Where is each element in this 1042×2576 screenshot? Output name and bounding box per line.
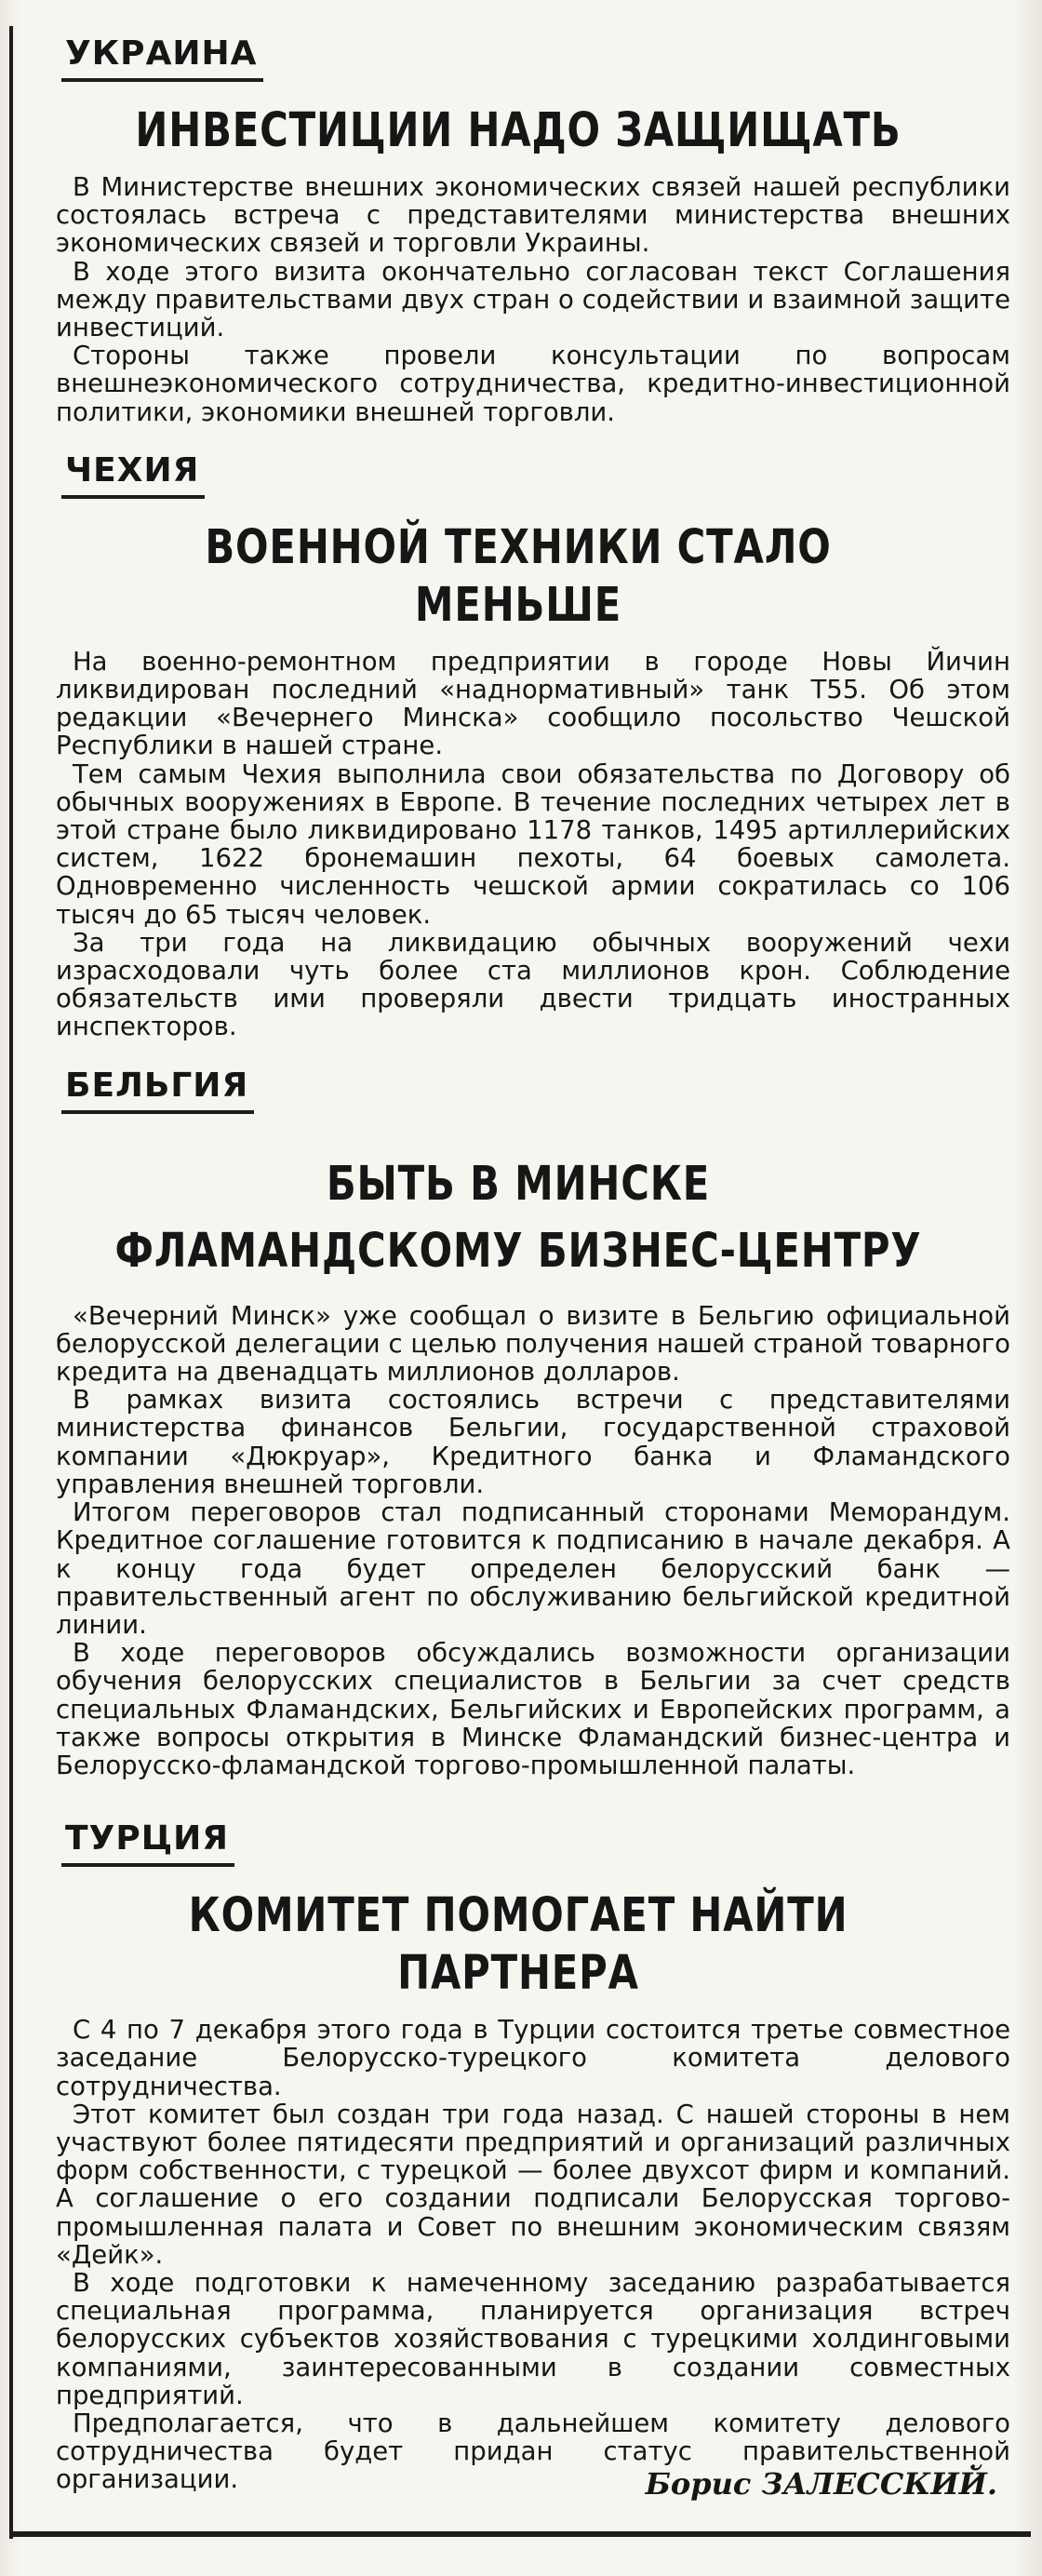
paragraph: Этот комитет был создан три года назад. С нашей стороны в нем участвуют более пятидесяти предприятий и организаций различных форм собственности, с турецкой — более двухсот фирм и компаний. А соглашение о его создании подписали Белорусская торгово-промышленная палата и Совет по внешним экономическим связям «Дейк». [56,2099,1010,2270]
country-heading: ЧЕХИЯ [61,449,205,499]
article-body [19,173,1018,426]
paragraph: «Вечерний Минск» уже сообщал о визите в Бельгию официальной белорусской делегации с целью получения нашей страной товарного кредита на двенадцать миллионов долларов. [56,1300,1010,1388]
bottom-border-rule [9,2531,1031,2537]
paragraph: Предполагается, что в дальнейшем комитету делового сотрудничества будет придан статус правительственной организации. [56,2408,1010,2495]
country-heading: ТУРЦИЯ [61,1817,234,1867]
country-heading: БЕЛЬГИЯ [61,1064,254,1114]
paragraph: В ходе этого визита окончательно согласован текст Соглашения между правительствами двух стран о содействии и взаимной защите инвестиций. [56,256,1010,343]
section-ukraine [19,32,1018,426]
left-border-rule [9,26,13,2539]
paragraph: Тем самым Чехия выполнила свои обязательства по Договору об обычных вооружениях в Европе. В течение последних четырех лет в этой стране было ликвидировано 1178 танков, 1495 артиллерийских систем, 1622 бронемашин пехоты, 64 боевых самолета. Одновременно численность чешской армии сократилась со 106 тысяч до 65 тысяч человек. [56,758,1010,930]
paragraph: За три года на ликвидацию обычных вооружений чехи израсходовали чуть более ста миллионов крон. Соблюдение обязательств ими проверяли двести тридцать иностранных инспекторов. [56,927,1010,1042]
article-body [19,2016,1018,2493]
article-headline: ВОЕННОЙ ТЕХНИКИ СТАЛО МЕНЬШЕ [205,519,832,633]
paragraph: Итогом переговоров стал подписанный сторонами Меморандум. Кредитное соглашение готовится к подписанию в начале декабря. А к концу года будет определен белорусский банк — правительственный агент по обслуживанию бельгийской кредитной линии. [56,1497,1010,1640]
article-body [19,1302,1018,1779]
country-heading: УКРАИНА [61,32,263,82]
paragraph: На военно-ремонтном предприятии в городе Новы Йичин ликвидирован последний «наднормативный» танк Т55. Об этом редакции «Вечернего Минска» сообщило посольство Чешской Республики в нашей стране. [56,646,1010,761]
paragraph: Стороны также провели консультации по вопросам внешнеэкономического сотрудничества, кредитно-инвестиционной политики, экономики внешней торговли. [56,341,1010,427]
paragraph: С 4 по 7 декабря этого года в Турции состоится третье совместное заседание Белорусско-турецкого комитета делового сотрудничества. [56,2015,1010,2101]
article-headline: ИНВЕСТИЦИИ НАДО ЗАЩИЩАТЬ [135,103,902,158]
article-body [19,648,1018,1041]
paragraph: В Министерстве внешних экономических связей нашей республики состоялась встреча с представителями министерства внешних экономических связей и торговли Украины. [56,172,1010,259]
section-belgium [19,1064,1018,1779]
author-signature: Борис ЗАЛЕССКИЙ. [645,2465,997,2502]
paragraph: В ходе подготовки к намеченному заседанию разрабатывается специальная программа, планируется организация встреч белорусских субъектов хозяйствования с турецкими холдинговыми компаниями, заинтересованными в создании совместных предприятий. [56,2267,1010,2410]
paragraph: В ходе переговоров обсуждались возможности организации обучения белорусских специалистов в Бельгии за счет средств специальных Фламандских, Бельгийских и Европейских программ, а также вопросы открытия в Минске Фламандский бизнес-центра и Белорусско-фламандской торгово-промышленной палаты. [56,1638,1010,1780]
headline-line: ФЛАМАНДСКОМУ БИЗНЕС-ЦЕНТРУ [114,1223,922,1279]
paragraph: В рамках визита состоялись встречи с представителями министерства финансов Бельгии, государственной страховой компании «Дюкруар», Кредитного банка и Фламандского управления внешней торговли. [56,1385,1010,1499]
article-headline: КОМИТЕТ ПОМОГАЕТ НАЙТИ ПАРТНЕРА [188,1888,848,2002]
headline-line: БЫТЬ В МИНСКЕ [326,1156,711,1212]
section-turkey [19,1817,1018,2501]
section-czech [19,449,1018,1041]
article-headline [109,1151,928,1285]
